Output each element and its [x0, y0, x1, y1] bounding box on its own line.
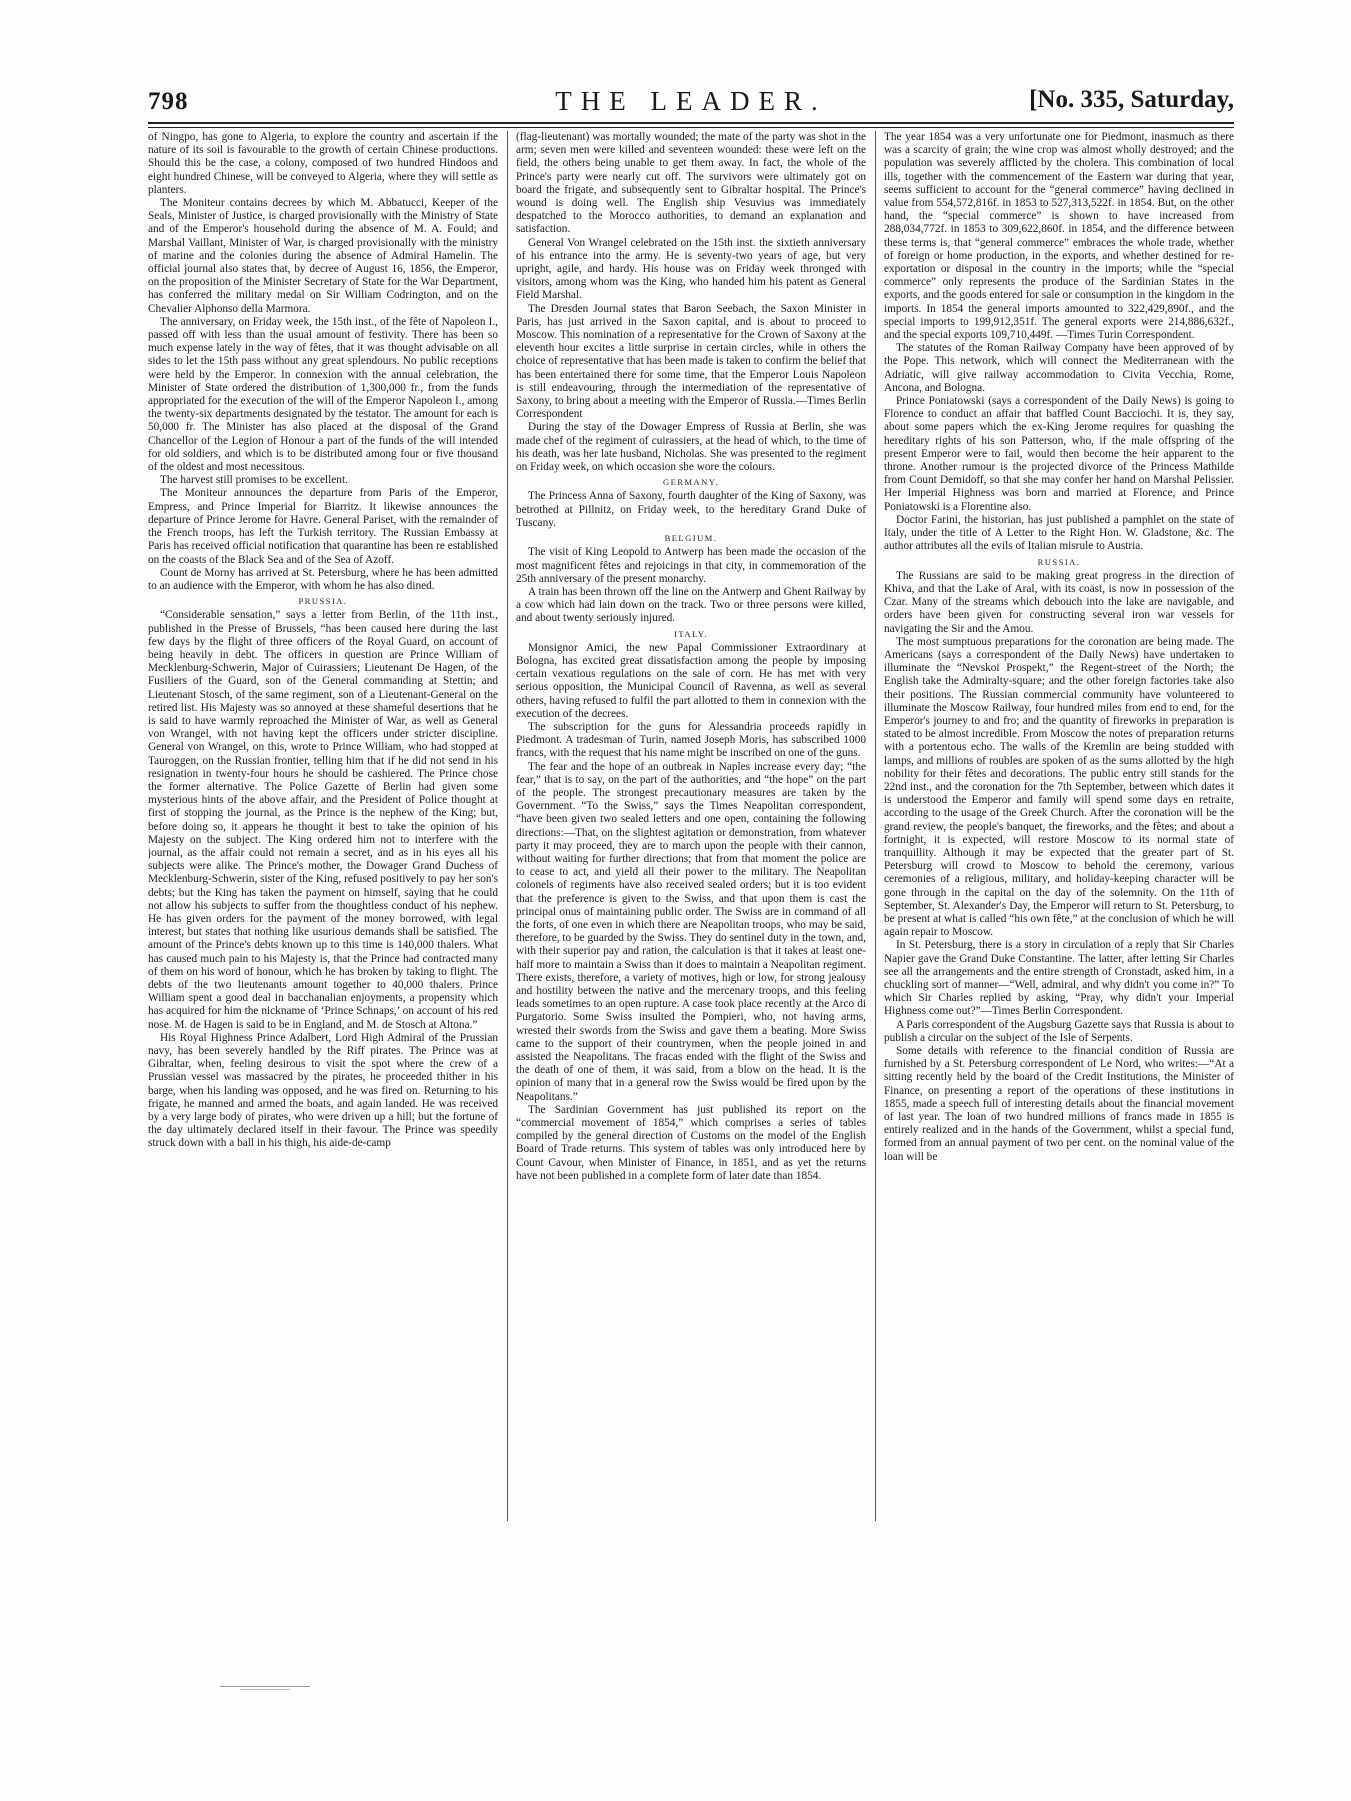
article-columns — [148, 131, 1234, 1521]
article-paragraph: His Royal Highness Prince Adalbert, Lord High Admiral of the Prussian navy, has been severely handled by the Riff pirates. The Prince was at Gibraltar, when, feeling desirous to visit the spot where the crew of a Prussian vessel was massacred by the pirates, he proceeded thither in his barge, when his landing was opposed, and he was fired on. Returning to his frigate, he manned and armed the boats, and again landed. He was received by a very large body of pirates, who were driven up a hill; but the fortune of the day ultimately declared itself in their favour. The Prince was speedily struck down with a ball in his thigh, his aide-de-camp — [148, 1031, 498, 1150]
article-paragraph: The most sumptuous preparations for the coronation are being made. The Americans (says a correspondent of the Daily News) have undertaken to illuminate the “Nevskoi Prospekt,” the Regent-street of the North; the English take the Admiralty-square; and the other foreign factories take also their positions. The Russian commercial community have volunteered to illuminate the Moscow Railway, four hundred miles from end to end, for the Emperor's journey to and fro; and the quantity of fireworks in preparation is stated to be almost incredible. From Moscow the notes of preparation returns with a portentous echo. The walls of the Kremlin are being studded with lamps, and millions of roubles are spoken of as the sums allotted by the high nobility for their fêtes and decorations. The public entry still stands for the 22nd inst., and the coronation for the 7th September, between which dates it is understood the Emperor and family will spend some days en retraite, according to the usage of the Greek Church. After the coronation will be the grand review, the people's banquet, the fireworks, and the fêtes; and about a fortnight, it is expected, will restore Moscow to its normal state of tranquillity. Although it may be expected that the greater part of St. Petersburg will crowd to Moscow to behold the ceremony, various ceremonies of a religious, military, and holiday-keeping character will be gone through in the capital on the day of the solemnity. On the 11th of September, St. Alexander's Day, the Emperor will return to St. Petersburg, to be present at what is called “his own fête,” at the conclusion of which he will again repair to Moscow. — [884, 635, 1234, 939]
masthead — [148, 86, 1234, 116]
masthead-rule — [148, 122, 1234, 124]
column-1 — [148, 131, 498, 1521]
section-heading: GERMANY. — [662, 477, 719, 488]
section-heading: PRUSSIA. — [298, 596, 348, 607]
article-paragraph: (flag-lieutenant) was mortally wounded; the mate of the party was shot in the arm; seven men were killed and seventeen wounded: these were left on the field, the others being unable to get them away. In fact, the whole of the Prince's party were nearly cut off. The survivors were ultimately got on board the frigate, and subsequently sent to Gibraltar hospital. The Prince's wound is doing well. The English ship Vesuvius was immediately despatched to the Morocco authorities, to demand an explanation and satisfaction. — [516, 131, 866, 236]
article-paragraph: The anniversary, on Friday week, the 15th inst., of the fête of Napoleon I., passed off with less than the usual amount of festivity. There has been so much expense lately in the way of fêtes, that it was thought advisable on all sides to let the 15th pass without any great splendours. No public receptions were held by the Emperor. In connexion with the annual celebration, the Minister of State ordered the distribution of 1,300,000 fr., from the funds appropriated for the execution of the will of the Emperor Napoleon I., among the twenty-six departments designated by the testator. The amount for each is 50,000 fr. The Minister has also placed at the disposal of the Grand Chancellor of the Legion of Honour a part of the funds of the will intended for old soldiers, and which is to be distributed among four or five thousand of the oldest and most necessitous. — [148, 315, 498, 474]
article-paragraph: Doctor Farini, the historian, has just published a pamphlet on the state of Italy, under the title of A Letter to the Right Hon. W. Gladstone, &c. The author attributes all the evils of Italian misrule to Austria. — [884, 513, 1234, 553]
section-heading: RUSSIA. — [1037, 556, 1081, 567]
article-paragraph: The Moniteur announces the departure from Paris of the Emperor, Empress, and Prince Imperial for Biarritz. It likewise announces the departure of Prince Jerome for Havre. General Pariset, with the remainder of the French troops, has left the Turkish territory. The Russian Embassy at Paris has received official notification that quarantine has been re established on the coasts of the Black Sea and of the Sea of Azoff. — [148, 487, 498, 566]
column-3 — [884, 131, 1234, 1521]
bottom-rule-mark — [220, 1686, 310, 1687]
section-heading: ITALY. — [674, 628, 708, 639]
article-paragraph: In St. Petersburg, there is a story in circulation of a reply that Sir Charles Napier gave the Grand Duke Constantine. The latter, after letting Sir Charles see all the arrangements and the entire strength of Cronstadt, asked him, in a chuckling sort of manner—“Well, admiral, and why didn't you come in?” To which Sir Charles replied by asking, “Pray, why didn't your Imperial Highness come out?”—Times Berlin Correspondent. — [884, 939, 1234, 1018]
article-paragraph: The Russians are said to be making great progress in the direction of Khiva, and that the Lake of Aral, with its coast, is now in possession of the Czar. Many of the streams which debouch into the lake are navigable, and orders have been given for constructing several iron war vessels for navigating the Sir and the Amou. — [884, 569, 1234, 635]
article-paragraph: “Considerable sensation,” says a letter from Berlin, of the 11th inst., published in the Presse of Brussels, “has been caused here during the last few days by the flight of three officers of the Royal Guard, on account of being heavily in debt. The officers in question are Prince William of Mecklenburg-Schwerin, Major of Cuirassiers; Lieutenant De Hagen, of the Fusiliers of the Guard, son of the General commanding at Stettin; and Lieutenant Stosch, of the same regiment, son of a Lieutenant-General on the retired list. His Majesty was so annoyed at these shameful desertions that he is said to have warmly reproached the Minister of War, as well as General von Wrangel, with not having kept the officers under stricter discipline. General von Wrangel, on this, wrote to Prince William, who had stopped at Tauroggen, on the Russian frontier, telling him that if he did not send in his resignation in twenty-four hours he should be cashiered. The Prince chose the former alternative. The Police Gazette of Berlin had given some mysterious hints of the above affair, and the President of Police thought at first of stopping the journal, as the Prince is the nephew of the King; but, before doing so, it appears he thought it best to take the opinion of his Majesty on the subject. The King ordered him not to interfere with the journal, as the affair could not remain a secret, and as in his eyes all his subjects were alike. The Prince's mother, the Dowager Grand Duchess of Mecklenburg-Schwerin, sister of the King, refused positively to pay her son's debts; but the King has taken the payment on himself, saying that he could not allow his subjects to suffer from the thoughtless conduct of his nephew. He has given orders for the payment of the money borrowed, with legal interest, but states that nothing like usurious demands shall be satisfied. The amount of the Prince's debts known up to this time is 140,000 thalers. What has caused much pain to his Majesty is, that the Prince had contracted many of them on his word of honour, which he has broken by taking to flight. The debts of the two lieutenants amount together to 40,000 thalers. Prince William spent a good deal in bacchanalian enjoyments, a propensity which has acquired for him the nickname of ‘Prince Schnaps,’ on account of his red nose. M. de Hagen is said to be in England, and M. de Stosch at Altona.” — [148, 609, 498, 1031]
article-paragraph: The Sardinian Government has just published its report on the “commercial movement of 1854,” which comprises a series of tables compiled by the general direction of Customs on the model of the English Board of Trade returns. This system of tables was only introduced here by Count Cavour, when Minister of Finance, in 1851, and as yet the returns have not been published in a complete form of later date than 1854. — [516, 1103, 866, 1182]
page-number: 798 — [148, 88, 189, 115]
article-paragraph: of Ningpo, has gone to Algeria, to explore the country and ascertain if the nature of its soil is favourable to the growth of certain Chinese productions. Should this be the case, a colony, composed of two hundred Hindoos and eight hundred Chinese, will be conveyed to Algeria, where they will settle as planters. — [148, 131, 498, 196]
column-2 — [516, 131, 866, 1521]
article-paragraph: The harvest still promises to be excellent. — [160, 474, 348, 487]
article-paragraph: The Moniteur contains decrees by which M. Abbatucci, Keeper of the Seals, Minister of Justice, is charged provisionally with the Ministry of State and of the Emperor's household during the absence of M. A. Fould; and Marshal Vaillant, Minister of War, is charged provisionally with the ministry of marine and the colonies during the absence of Admiral Hamelin. The official journal also states that, by decree of August 16, 1856, the Emperor, on the proposition of the Minister Secretary of State for the War Department, has conferred the military medal on Sir William Codrington, and on the Chevalier Alphonso della Marmora. — [148, 197, 498, 315]
article-paragraph: The Dresden Journal states that Baron Seebach, the Saxon Minister in Paris, has just arrived in the Saxon capital, and is about to proceed to Moscow. This nomination of a representative for the Crown of Saxony at the eleventh hour excites a little surprise in certain circles, while in others the choice of representative that has been made is taken to confirm the belief that has been entertained there for some time, that the Emperor Louis Napoleon is still endeavouring, through the intermediation of the representative of Saxony, to bring about a meeting with the Emperor of Russia.—Times Berlin Correspondent — [516, 302, 866, 421]
masthead-rule-thin — [148, 127, 1234, 128]
section-heading: BELGIUM. — [664, 533, 718, 544]
issue-info: [No. 335, Saturday, — [1029, 86, 1234, 113]
article-paragraph: General Von Wrangel celebrated on the 15th inst. the sixtieth anniversary of his entrance into the army. He is seventy-two years of age, but very upright, agile, and hardy. His house was on Friday week thronged with visitors, among whom was the King, who handed him his patent as General Field Marshal. — [516, 236, 866, 302]
article-paragraph: The statutes of the Roman Railway Company have been approved of by the Pope. This network, which will connect the Mediterranean with the Adriatic, will give railway accommodation to Civita Vecchia, Rome, Ancona, and Bologna. — [884, 342, 1234, 394]
article-paragraph: During the stay of the Dowager Empress of Russia at Berlin, she was made chef of the regiment of cuirassiers, at the head of which, to the time of his death, was her late husband, Nicholas. She was presented to the regiment on Friday week, on which occasion she wore the colours. — [516, 421, 866, 474]
article-paragraph: Monsignor Amici, the new Papal Commissioner Extraordinary at Bologna, has excited great dissatisfaction among the people by imposing certain vexatious regulations on the sale of corn. He has met with very serious opposition, the Municipal Council of Ravenna, as well as several others, having refused to fulfil the part allotted to them in connexion with the execution of the decrees. — [516, 641, 866, 720]
article-paragraph: The visit of King Leopold to Antwerp has been made the occasion of the most magnificent fêtes and rejoicings in that city, in commemoration of the 25th anniversary of the present monarchy. — [516, 546, 866, 585]
article-paragraph: Some details with reference to the financial condition of Russia are furnished by a St. Petersburg correspondent of Le Nord, who writes:—“At a sitting recently held by the board of the Credit Institutions, the Minister of Finance, on presenting a report of the operations of these institutions in 1855, made a speech full of interesting details about the financial movement of last year. The loan of two hundred millions of francs made in 1855 is entirely realized and in the hands of the Government, whilst a special fund, formed from an annual payment of two per cent. on the nominal value of the loan will be — [884, 1045, 1234, 1163]
article-paragraph: A Paris correspondent of the Augsburg Gazette says that Russia is about to publish a circular on the subject of the Isle of Serpents. — [884, 1018, 1234, 1044]
article-paragraph: Count de Morny has arrived at St. Petersburg, where he has been admitted to an audience with the Emperor, with whom he has also dined. — [148, 566, 498, 592]
article-paragraph: The fear and the hope of an outbreak in Naples increase every day; “the fear,” that is to say, on the part of the authorities, and “the hope” on the part of the people. The strongest precautionary measures are taken by the Government. “To the Swiss,” says the Times Neapolitan correspondent, “have been given two sealed letters and one open, containing the following directions:—That, on the slightest agitation or demonstration, from whatever party it may proceed, they are to march upon the people with their cannon, without waiting for further directions; that from that moment the police are to cease to act, and yield all their power to the military. The Neapolitan colonels of regiments have also received sealed orders; but it is too evident that the preference is given to the Swiss, and that upon them is cast the principal onus of maintaining public order. The Swiss are in command of all the forts, of one even in which there are Neapolitan troops, who may be said, therefore, to be guarded by the Swiss. They do sentinel duty in the town, and, with their superior pay and ration, the calculation is that it takes at least one-half more to maintain a Swiss than it does to maintain a Neapolitan regiment. There exists, therefore, a variety of motives, high or low, for strong jealousy and hostility between the native and the mercenary troops, and this feeling leads sometimes to an open rupture. A case took place recently at the Arco di Purgatorio. Some Swiss insulted the Pompieri, who, not having arms, wrested their swords from the Swiss and gave them a beating. More Swiss came to the support of their countrymen, when the people joined in and assisted the Neapolitans. The fracas ended with the flight of the Swiss and the death of one of them, it was said, from a blow on the head. It is the opinion of many that in a general row the Swiss would be fired upon by the Neapolitans.” — [516, 760, 866, 1103]
column-divider — [875, 131, 876, 1521]
article-paragraph: The Princess Anna of Saxony, fourth daughter of the King of Saxony, was betrothed at Pillnitz, on Friday week, to the hereditary Grand Duke of Tuscany. — [516, 490, 866, 529]
article-paragraph: Prince Poniatowski (says a correspondent of the Daily News) is going to Florence to conduct an affair that baffled Count Bacciochi. It is, they say, about some papers which the ex-King Jerome requires for quashing the hereditary rights of his son Patterson, who, if the male offspring of the present Emperor were to fail, would then become the heir apparent to the throne. Another rumour is the projected divorce of the Princess Mathilde from Count Demidoff, so that she may confer her hand on Marshal Pelissier. Her Imperial Highness was born and married at Florence, and Prince Poniatowski is a Florentine also. — [884, 395, 1234, 513]
article-paragraph: The subscription for the guns for Alessandria proceeds rapidly in Piedmont. A tradesman of Turin, named Joseph Moris, has subscribed 1000 francs, with the request that his name might be inscribed on one of the guns. — [516, 720, 866, 760]
article-paragraph: The year 1854 was a very unfortunate one for Piedmont, inasmuch as there was a scarcity of grain; the wine crop was almost wholly destroyed; and the population was severely afflicted by the cholera. This combination of local ills, together with the commencement of the Eastern war during that year, seems sufficient to account for the “general commerce” having declined in value from 554,572,816f. in 1853 to 527,313,522f. in 1854. But, on the other hand, the “special commerce” is shown to have increased from 288,034,772f. in 1853 to 309,622,860f. in 1854, and the difference between these terms is, that “general commerce” embraces the whole trade, whether of foreign or home production, in the exports, and whether destined for re-exportation or disposal in the country in the imports; while the “special commerce” only represents the produce of the Sardinian States in the exports, and the goods entered for sale or consumption in the kingdom in the imports. In 1854 the general imports amounted to 322,429,890f., and the special imports to 199,912,351f. The general exports were 214,886,632f., and the special exports 109,710,449f. —Times Turin Correspondent. — [884, 131, 1234, 342]
article-paragraph: A train has been thrown off the line on the Antwerp and Ghent Railway by a cow which had lain down on the track. Two or three persons were killed, and about twenty seriously injured. — [516, 585, 866, 625]
column-divider — [507, 131, 508, 1521]
newspaper-title: THE LEADER. — [555, 86, 827, 116]
bottom-rule-mark — [240, 1689, 290, 1690]
